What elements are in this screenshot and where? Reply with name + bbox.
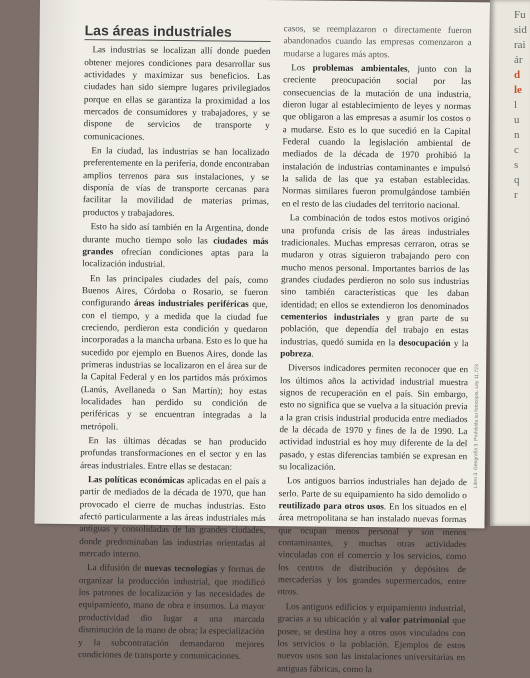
paragraph bbox=[82, 220, 269, 271]
next-page-fragment: sid bbox=[514, 24, 527, 36]
text-run: y gran parte de su población, que dependía del trabajo en estas industrias, quedó sumida en la bbox=[280, 312, 469, 348]
text-run: La difusión de bbox=[86, 562, 145, 574]
text-run: y la bbox=[450, 337, 469, 348]
next-page-edge bbox=[490, 0, 530, 526]
text-run: La combinación de todos estos motivos originó una profunda crisis de las áreas industriales tradicionales. Muchas empresas cerraron, otras se mudaron y otras siguieron trabajando pero con mucho menos personal. Importantes barrios de las grandes ciudades perdieron no solo sus industrias sino también características que les daban identidad; en ellos se extendieron los denominados bbox=[280, 212, 470, 311]
next-page-fragment: Fu bbox=[514, 9, 526, 21]
text-run: Los antiguos barrios industriales han dejado de serlo. Parte de su equipamiento ha sido demolido o bbox=[278, 475, 468, 500]
next-page-fragment: u bbox=[514, 114, 520, 126]
next-page-fragment: d bbox=[514, 69, 521, 81]
right-column bbox=[277, 22, 472, 678]
paragraph: Las industrias se localizan allí donde pueden obtener mejores condiciones para desarrollar sus actividades y maximizar sus beneficios. Las ciudades han sido siempre lugares privilegiados porque en ellas se garantiza la proximidad a los mercados de consumidores y trabajadores, y se dispone de servicios de transporte y comunicaciones. bbox=[83, 44, 271, 142]
text-run: ofrecían condiciones aptas para la localización industrial. bbox=[82, 246, 269, 270]
text-run: , junto con la creciente preocupación social por las consecuencias de la mutación de una industria, dieron lugar al establecimiento de leyes y normas que obligaron a las empresas a asumir los costos o a mudarse. Esto es lo que sucedió en la Capital Federal cuando la legislación ambiental de mediados de la década de 1970 prohibió la instalación de industrias contaminantes e impulsó la salida de las que ya estaban establecidas. Normas similares fueron promulgándose también en el resto de las ciudades del territorio nacional. bbox=[281, 63, 472, 210]
textbook-page bbox=[35, 0, 490, 674]
next-page-fragment: le bbox=[514, 84, 522, 96]
bold-term: valor patrimonial bbox=[380, 614, 450, 626]
next-page-fragment: ár bbox=[514, 54, 523, 66]
paragraph bbox=[80, 272, 268, 434]
paragraph bbox=[79, 473, 266, 561]
next-page-fragment: s bbox=[514, 159, 519, 171]
text-run: que, con el tiempo, y a medida que la ciudad fue creciendo, perdieron esta condición y quedaron incorporadas a la mancha urbana. Esto es lo que ha sucedido por ejemplo en Buenos Aires, donde las primeras industrias se localizaron en el área sur de la Capital Federal y en los partidos más próximos (Lanús, Avellaneda o San Martín); hoy estas localidades han perdido su condición de periféricas y se encuentran integradas a la metrópoli. bbox=[80, 299, 268, 432]
bold-term: ciudades más grandes bbox=[82, 234, 269, 257]
text-run: y formas de organizar la producción industrial, que modificó los patrones de localización y las necesidades de equipamiento, mano de obra e insumos. La mayor productividad dio lugar a una marcada disminución de la mano de obra; la especialización y la subcontratación demandaron mejores condiciones de transporte y comunicaciones. bbox=[78, 563, 266, 661]
next-page-fragment: n bbox=[514, 129, 520, 141]
bold-term: cementerios industriales bbox=[280, 311, 380, 323]
paragraph bbox=[78, 562, 265, 663]
text-run: . bbox=[311, 348, 314, 359]
bold-term: Las políticas económicas bbox=[87, 474, 185, 486]
bold-term: problemas ambientales bbox=[312, 62, 408, 74]
next-page-fragment: q bbox=[514, 174, 520, 186]
text-run: Los bbox=[291, 62, 313, 73]
text-run: que posee, se destina hoy a otros usos vinculados con los servicios o la población. Ejemplos de estos nuevos usos son las instalaciones universitarias en antiguas fábricas, como la bbox=[276, 615, 466, 674]
next-page-fragment: r bbox=[514, 189, 518, 201]
paragraph: En la ciudad, las industrias se han localizado preferentemente en la periferia, donde encontraban amplios terrenos para sus instalaciones, y se disponía de vías de transporte cercanas para facilitar la movilidad de materias primas, productos y trabajadores. bbox=[82, 145, 270, 218]
paragraph bbox=[280, 211, 470, 361]
left-column bbox=[78, 2, 271, 664]
bold-term: pobreza bbox=[280, 348, 312, 359]
paragraph: En las últimas décadas se han producido profundas transformaciones en el sector y en las áreas industriales. Entre ellas se destacan: bbox=[80, 435, 267, 472]
next-page-fragment: l bbox=[514, 99, 518, 111]
next-page-fragment: rai bbox=[514, 39, 526, 51]
text-run: En las principales ciudades del país, como Buenos Aires, Córdoba o Rosario, se fueron configurando bbox=[81, 272, 269, 308]
paragraph: Diversos indicadores permiten reconocer que en los últimos años la actividad industrial muestra signos de recuperación en el país. Sin embargo, esto no significa que se vuelva a la situación previa a la gran crisis industrial producida entre mediados de la década de 1970 y fines de la de 1990. La actividad industrial es hoy muy diferente de la del pasado, y estas diferencias también se expresan en su localización. bbox=[279, 362, 469, 472]
left-column-body bbox=[78, 43, 270, 662]
text-run: Esto ha sido así también en la Argentina, donde durante mucho tiempo solo las bbox=[82, 221, 269, 245]
text-run: aplicadas en el país a partir de mediados de la década de 1970, que han provocado el cierre de muchas industrias. Esto afectó particularmente a las áreas industriales más antiguas y consolidadas de las grandes ciudades, donde predominaban las industrias orientadas al mercado interno. bbox=[79, 475, 267, 559]
paragraph: casos, se reemplazaron o directamente fueron abandonados cuando las empresas comenzaron a mudarse a lugares más aptos. bbox=[283, 23, 472, 59]
paragraph bbox=[282, 61, 472, 211]
next-page-fragment: c bbox=[514, 144, 519, 156]
section-title: Las áreas industriales bbox=[85, 24, 271, 42]
text-run: Los antiguos edificios y equipamiento industrial, gracias a su ubicación y al bbox=[277, 601, 466, 625]
bold-term: reutilizado para otros usos bbox=[278, 500, 384, 512]
bold-term: áreas industriales periféricas bbox=[133, 297, 249, 310]
side-caption: Libro 3. Geografía 3. Prohibida su fotocopia. Ley 11.723 bbox=[472, 364, 481, 489]
bold-term: desocupación bbox=[398, 337, 451, 348]
paragraph bbox=[277, 600, 466, 676]
text-run: . En los situados en el área metropolitana se han instalado nuevas formas que ocupan menos personal y son menos contaminantes, y muchas otras actividades vinculadas con el comercio y los servicios, como los centros de distribución y depósitos de mercaderías y los grandes supermercados, entre otros. bbox=[277, 501, 467, 597]
paragraph bbox=[278, 475, 467, 600]
bold-term: nuevas tecnologías bbox=[144, 563, 218, 574]
